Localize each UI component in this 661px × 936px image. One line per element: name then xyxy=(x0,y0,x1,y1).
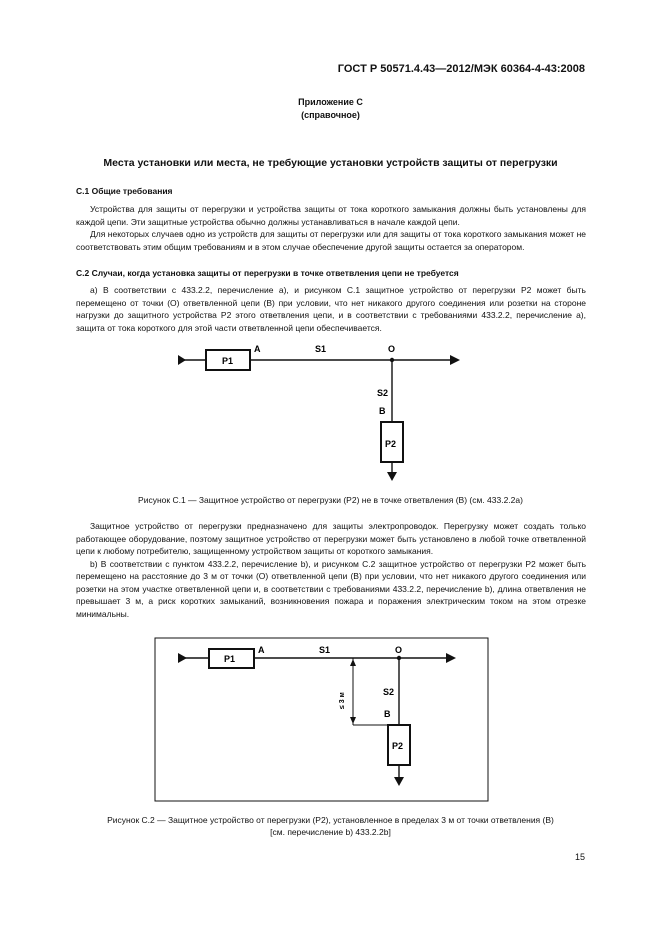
section-c2-para-a xyxy=(76,284,586,334)
c2-paragraph-mid: Защитное устройство от перегрузки предназначено для защиты электропроводок. Перегрузку может создать только работающее оборудование, поэтому защитное устройство от перегрузки может быть установлено в любой точке ответвленной цепи к любому потребителю, защищенному устройством защиты от короткого замыкания. xyxy=(76,521,586,556)
figure-frame xyxy=(155,638,488,801)
output-arrow-icon xyxy=(450,355,460,365)
s1-label: S1 xyxy=(319,645,331,655)
dimension-arrow-bottom-icon xyxy=(350,717,356,724)
s1-label: S1 xyxy=(315,344,327,354)
b-label: B xyxy=(384,709,391,719)
page-number: 15 xyxy=(574,852,585,862)
s2-label: S2 xyxy=(377,388,389,398)
p2-label: P2 xyxy=(385,439,397,449)
a-label: A xyxy=(254,344,261,354)
c2-paragraph-a: а) В соответствии с 433.2.2, перечисление а), и рисунком C.1 защитное устройство от перегрузки P2 может быть перемещено от точки (O) ответвленной цепи (B) при условии, что нет никакого другого соединения или розетки на стороне нагрузки до защитного устройства P2 этого ответвления цепи, и в соответствии с требованиями 433.2.2, перечисление а), защита от тока короткого для этой части ответвленной цепи обеспечивается. xyxy=(76,285,586,333)
section-c1-heading: C.1 Общие требования xyxy=(76,186,173,196)
c2-paragraph-b: b) В соответствии с пунктом 433.2.2, перечисление b), и рисунком C.2 защитное устройство от перегрузки P2 может быть перемещено на расстояние до 3 м от точки (O) ответвленной цепи (B) при условии, что нет никакого другого соединения или розетки на этом участке ответвленной цепи и, в соответствии с требованиями 433.2.2, перечисление b), длина ответвления не превышает 3 м, а риск коротких замыканий, возникновения пожара и поражения электрическим током на этом отрезке минимальны. xyxy=(76,558,586,619)
figure-c2-caption-line1: Рисунок C.2 — Защитное устройство от перегрузки (P2), установленное в пределах 3 м от точки ответвления (B) xyxy=(107,815,554,825)
section-c1-body xyxy=(76,203,586,253)
junction-dot xyxy=(390,358,394,362)
distance-label: ≤ 3 м xyxy=(339,692,346,709)
p1-label: P1 xyxy=(222,356,234,366)
output-arrow-icon xyxy=(446,653,456,663)
figure-c2-caption xyxy=(40,814,621,838)
figure-c2-diagram xyxy=(154,637,490,803)
annex-heading xyxy=(0,96,661,122)
branch-arrow-icon xyxy=(394,777,404,786)
annex-title: Приложение C xyxy=(298,97,363,107)
p1-label: P1 xyxy=(224,654,236,664)
dimension-arrow-top-icon xyxy=(350,659,356,666)
section-c2-para-mid xyxy=(76,520,586,620)
annex-subtitle: (справочное) xyxy=(301,110,360,120)
s2-label: S2 xyxy=(383,687,395,697)
main-title: Места установки или места, не требующие установки устройств защиты от перегрузки xyxy=(103,157,558,169)
c1-paragraph-2: Для некоторых случаев одно из устройств для защиты от перегрузки или для защиты от тока короткого замыкания может не соответствовать этим общим требованиям и в этом случае обеспечение другой защиты остается за оператором. xyxy=(76,229,586,252)
input-arrow-icon xyxy=(178,355,186,365)
junction-dot xyxy=(397,656,401,660)
figure-c2-caption-line2: [см. перечисление b) 433.2.2b] xyxy=(270,827,391,837)
branch-arrow-icon xyxy=(387,472,397,481)
input-arrow-icon xyxy=(178,653,187,663)
o-label: O xyxy=(388,344,396,354)
o-label: O xyxy=(395,645,403,655)
b-label: B xyxy=(379,406,386,416)
figure-c1-diagram xyxy=(170,340,470,485)
document-header: ГОСТ Р 50571.4.43—2012/МЭК 60364-4-43:2008 xyxy=(337,63,585,75)
c1-paragraph-1: Устройства для защиты от перегрузки и устройства защиты от тока короткого замыкания должны быть установлены для каждой цепи. Эти защитные устройства обычно должны устанавливаться в начале каждой цепи. xyxy=(76,204,586,227)
a-label: A xyxy=(258,645,265,655)
p2-label: P2 xyxy=(392,741,404,751)
figure-c1-caption: Рисунок C.1 — Защитное устройство от перегрузки (P2) не в точке ответвления (B) (см. 433.2.2а) xyxy=(138,495,523,505)
section-c2-heading: C.2 Случаи, когда установка защиты от перегрузки в точке ответвления цепи не требуется xyxy=(76,268,459,278)
